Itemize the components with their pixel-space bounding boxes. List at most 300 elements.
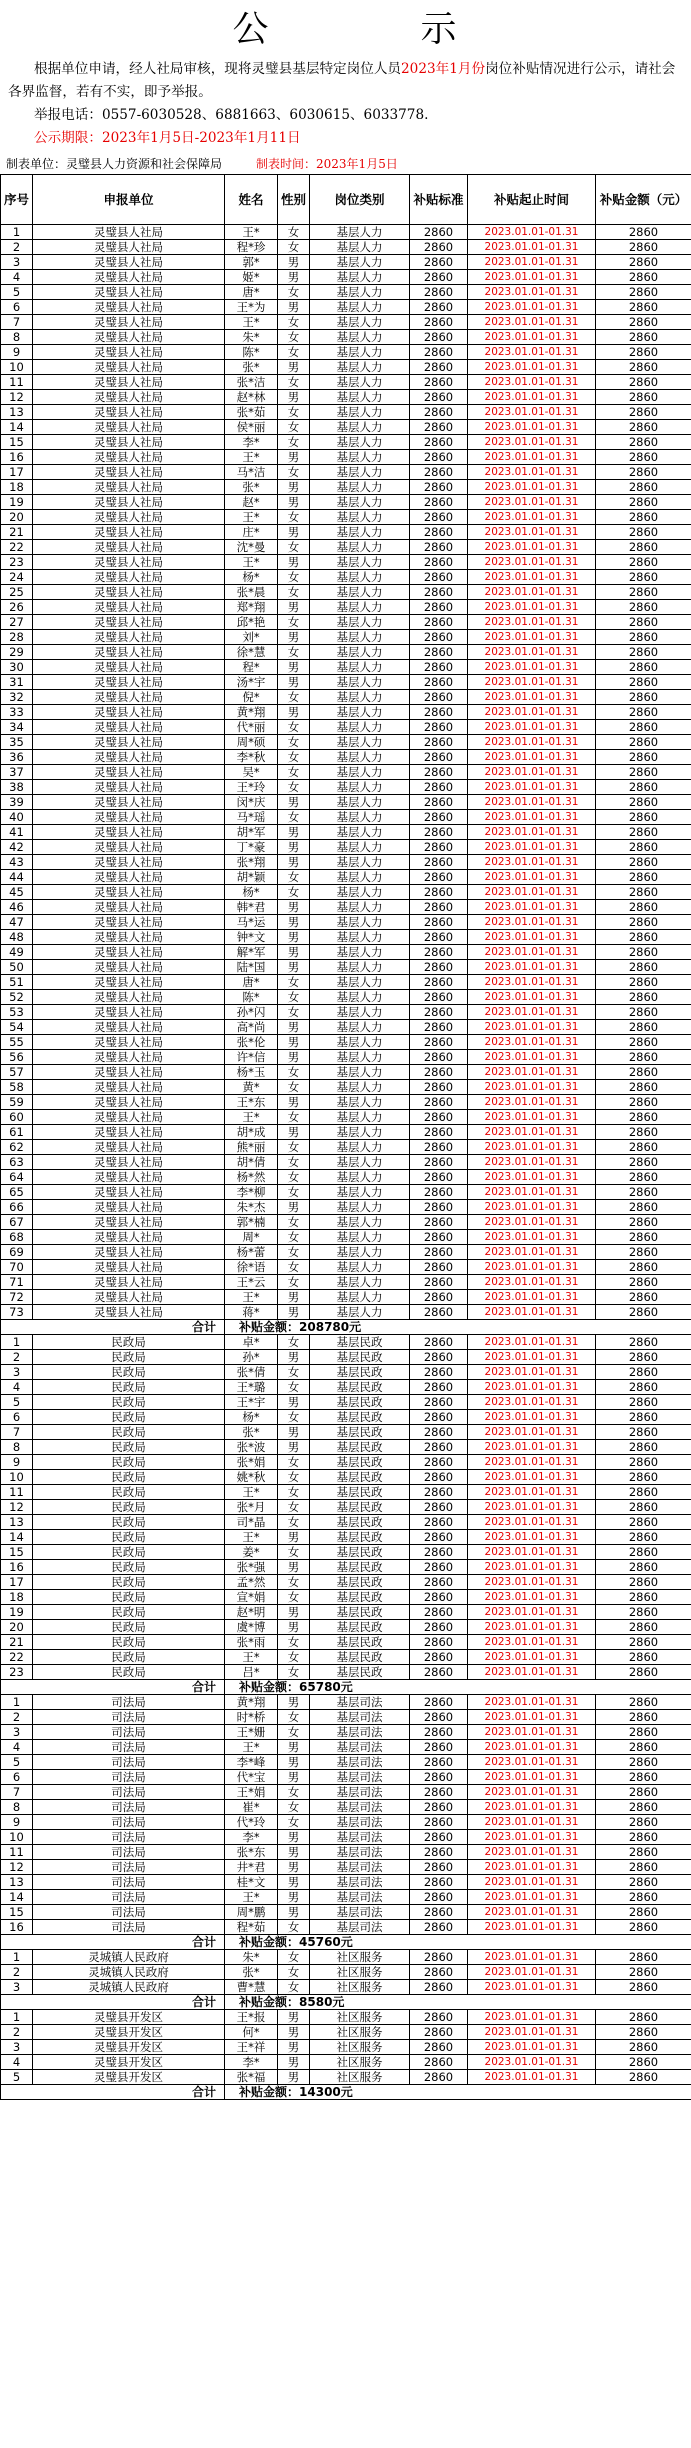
- seq-cell: 6: [1, 1410, 33, 1425]
- notice-period: 公示期限：2023年1月5日-2023年1月11日: [34, 130, 301, 146]
- post-cell: 基层人力: [310, 1035, 410, 1050]
- standard-cell: 2860: [410, 1800, 468, 1815]
- unit-cell: 灵璧县人社局: [33, 990, 225, 1005]
- standard-cell: 2860: [410, 2025, 468, 2040]
- unit-cell: 灵璧县人社局: [33, 255, 225, 270]
- gender-cell: 女: [278, 1275, 310, 1290]
- post-cell: 基层司法: [310, 1860, 410, 1875]
- period-cell: 2023.01.01-01.31: [468, 270, 596, 285]
- amount-cell: 2860: [596, 1740, 691, 1755]
- name-cell: 张*福: [225, 2070, 278, 2085]
- table-row: [1, 1605, 691, 1620]
- notice-text-2: 岗位补贴情况进行公示，请社会各界监督，若有不实，即予举报。: [8, 61, 676, 100]
- gender-cell: 女: [278, 225, 310, 240]
- name-cell: 徐*慧: [225, 645, 278, 660]
- table-row: [1, 1455, 691, 1470]
- gender-cell: 男: [278, 1740, 310, 1755]
- standard-cell: 2860: [410, 1425, 468, 1440]
- name-cell: 王*云: [225, 1275, 278, 1290]
- standard-cell: 2860: [410, 1200, 468, 1215]
- seq-cell: 31: [1, 675, 33, 690]
- standard-cell: 2860: [410, 1020, 468, 1035]
- header-gender: 性别: [278, 175, 310, 225]
- name-cell: 孙*闪: [225, 1005, 278, 1020]
- unit-cell: 灵璧县人社局: [33, 435, 225, 450]
- gender-cell: 女: [278, 1410, 310, 1425]
- unit-cell: 灵璧县人社局: [33, 1185, 225, 1200]
- post-cell: 基层人力: [310, 1245, 410, 1260]
- seq-cell: 1: [1, 2010, 33, 2025]
- unit-cell: 灵城镇人民政府: [33, 1965, 225, 1980]
- amount-cell: 2860: [596, 345, 691, 360]
- table-row: [1, 465, 691, 480]
- standard-cell: 2860: [410, 1140, 468, 1155]
- period-cell: 2023.01.01-01.31: [468, 975, 596, 990]
- table-row: [1, 1500, 691, 1515]
- table-row: [1, 1965, 691, 1980]
- period-cell: 2023.01.01-01.31: [468, 1725, 596, 1740]
- standard-cell: 2860: [410, 660, 468, 675]
- unit-cell: 灵璧县人社局: [33, 810, 225, 825]
- name-cell: 杨*: [225, 570, 278, 585]
- gender-cell: 女: [278, 435, 310, 450]
- name-cell: 蒋*: [225, 1305, 278, 1320]
- unit-cell: 民政局: [33, 1410, 225, 1425]
- name-cell: 桂*文: [225, 1875, 278, 1890]
- post-cell: 基层人力: [310, 555, 410, 570]
- total-prefix: 补贴金额：: [239, 1679, 300, 1694]
- post-cell: 基层人力: [310, 660, 410, 675]
- amount-cell: 2860: [596, 1755, 691, 1770]
- period-cell: 2023.01.01-01.31: [468, 1920, 596, 1935]
- gender-cell: 女: [278, 345, 310, 360]
- seq-cell: 20: [1, 1620, 33, 1635]
- post-cell: 基层人力: [310, 1005, 410, 1020]
- name-cell: 孙*: [225, 1350, 278, 1365]
- name-cell: 闵*庆: [225, 795, 278, 810]
- amount-cell: 2860: [596, 1845, 691, 1860]
- standard-cell: 2860: [410, 255, 468, 270]
- table-row: [1, 1470, 691, 1485]
- amount-cell: 2860: [596, 1605, 691, 1620]
- amount-cell: 2860: [596, 315, 691, 330]
- gender-cell: 女: [278, 1170, 310, 1185]
- table-row: [1, 870, 691, 885]
- table-row: [1, 660, 691, 675]
- gender-cell: 男: [278, 1875, 310, 1890]
- gender-cell: 女: [278, 465, 310, 480]
- table-row: [1, 975, 691, 990]
- period-cell: 2023.01.01-01.31: [468, 1500, 596, 1515]
- table-row: [1, 1545, 691, 1560]
- post-cell: 基层人力: [310, 1155, 410, 1170]
- post-cell: 基层司法: [310, 1770, 410, 1785]
- standard-cell: 2860: [410, 690, 468, 705]
- name-cell: 姚*秋: [225, 1470, 278, 1485]
- standard-cell: 2860: [410, 780, 468, 795]
- table-row: [1, 1305, 691, 1320]
- table-row: [1, 555, 691, 570]
- unit-cell: 灵璧县人社局: [33, 870, 225, 885]
- amount-cell: 2860: [596, 585, 691, 600]
- period-cell: 2023.01.01-01.31: [468, 1455, 596, 1470]
- name-cell: 胡*倩: [225, 1155, 278, 1170]
- standard-cell: 2860: [410, 1275, 468, 1290]
- period-cell: 2023.01.01-01.31: [468, 945, 596, 960]
- period-cell: 2023.01.01-01.31: [468, 525, 596, 540]
- post-cell: 基层司法: [310, 1755, 410, 1770]
- unit-cell: 灵璧县人社局: [33, 705, 225, 720]
- period-cell: 2023.01.01-01.31: [468, 930, 596, 945]
- table-row: [1, 510, 691, 525]
- gender-cell: 女: [278, 1575, 310, 1590]
- name-cell: 朱*: [225, 330, 278, 345]
- table-row: [1, 840, 691, 855]
- total-label: 合计: [1, 1320, 225, 1335]
- standard-cell: 2860: [410, 1710, 468, 1725]
- seq-cell: 1: [1, 1695, 33, 1710]
- period-cell: 2023.01.01-01.31: [468, 1170, 596, 1185]
- amount-cell: 2860: [596, 240, 691, 255]
- post-cell: 基层民政: [310, 1470, 410, 1485]
- table-row: [1, 990, 691, 1005]
- seq-cell: 40: [1, 810, 33, 825]
- period-cell: 2023.01.01-01.31: [468, 585, 596, 600]
- unit-cell: 灵璧县开发区: [33, 2040, 225, 2055]
- post-cell: 基层人力: [310, 1305, 410, 1320]
- amount-cell: 2860: [596, 795, 691, 810]
- unit-cell: 民政局: [33, 1455, 225, 1470]
- unit-cell: 灵璧县人社局: [33, 930, 225, 945]
- period-cell: 2023.01.01-01.31: [468, 1395, 596, 1410]
- gender-cell: 女: [278, 1545, 310, 1560]
- seq-cell: 11: [1, 1485, 33, 1500]
- standard-cell: 2860: [410, 1125, 468, 1140]
- post-cell: 基层人力: [310, 930, 410, 945]
- period-cell: 2023.01.01-01.31: [468, 240, 596, 255]
- unit-cell: 司法局: [33, 1710, 225, 1725]
- period-cell: 2023.01.01-01.31: [468, 1650, 596, 1665]
- unit-cell: 灵璧县人社局: [33, 960, 225, 975]
- period-cell: 2023.01.01-01.31: [468, 885, 596, 900]
- gender-cell: 男: [278, 1050, 310, 1065]
- table-header-row: [1, 175, 691, 225]
- table-row: [1, 1755, 691, 1770]
- gender-cell: 女: [278, 1590, 310, 1605]
- unit-cell: 司法局: [33, 1815, 225, 1830]
- post-cell: 基层民政: [310, 1620, 410, 1635]
- table-row: [1, 405, 691, 420]
- seq-cell: 3: [1, 2040, 33, 2055]
- amount-cell: 2860: [596, 2055, 691, 2070]
- amount-cell: 2860: [596, 1620, 691, 1635]
- seq-cell: 4: [1, 1380, 33, 1395]
- period-cell: 2023.01.01-01.31: [468, 795, 596, 810]
- table-row: [1, 735, 691, 750]
- period-cell: 2023.01.01-01.31: [468, 1005, 596, 1020]
- gender-cell: 女: [278, 810, 310, 825]
- table-row: [1, 360, 691, 375]
- post-cell: 基层民政: [310, 1650, 410, 1665]
- seq-cell: 8: [1, 330, 33, 345]
- name-cell: 虞*博: [225, 1620, 278, 1635]
- amount-cell: 2860: [596, 855, 691, 870]
- amount-cell: 2860: [596, 1560, 691, 1575]
- unit-cell: 司法局: [33, 1770, 225, 1785]
- name-cell: 王*: [225, 315, 278, 330]
- standard-cell: 2860: [410, 1980, 468, 1995]
- amount-cell: 2860: [596, 1635, 691, 1650]
- gender-cell: 女: [278, 1665, 310, 1680]
- gender-cell: 男: [278, 1125, 310, 1140]
- table-row: [1, 345, 691, 360]
- standard-cell: 2860: [410, 1845, 468, 1860]
- name-cell: 王*为: [225, 300, 278, 315]
- amount-cell: 2860: [596, 1110, 691, 1125]
- table-row: [1, 630, 691, 645]
- post-cell: 社区服务: [310, 2040, 410, 2055]
- gender-cell: 女: [278, 540, 310, 555]
- standard-cell: 2860: [410, 990, 468, 1005]
- total-amount: [225, 1995, 691, 2010]
- seq-cell: 17: [1, 465, 33, 480]
- table-row: [1, 1590, 691, 1605]
- seq-cell: 16: [1, 450, 33, 465]
- seq-cell: 10: [1, 360, 33, 375]
- amount-cell: 2860: [596, 330, 691, 345]
- table-row: [1, 525, 691, 540]
- standard-cell: 2860: [410, 1875, 468, 1890]
- total-label: 合计: [1, 1935, 225, 1950]
- post-cell: 基层人力: [310, 780, 410, 795]
- total-value: 45760元: [299, 1934, 353, 1949]
- post-cell: 基层民政: [310, 1485, 410, 1500]
- standard-cell: 2860: [410, 735, 468, 750]
- period-cell: 2023.01.01-01.31: [468, 630, 596, 645]
- amount-cell: 2860: [596, 1410, 691, 1425]
- table-row: [1, 1695, 691, 1710]
- post-cell: 基层人力: [310, 960, 410, 975]
- seq-cell: 16: [1, 1560, 33, 1575]
- post-cell: 基层司法: [310, 1845, 410, 1860]
- name-cell: 侯*丽: [225, 420, 278, 435]
- name-cell: 周*鹏: [225, 1905, 278, 1920]
- unit-cell: 司法局: [33, 1875, 225, 1890]
- post-cell: 社区服务: [310, 1980, 410, 1995]
- period-cell: 2023.01.01-01.31: [468, 1830, 596, 1845]
- make-time: 制表时间：2023年1月5日: [256, 156, 398, 171]
- period-cell: 2023.01.01-01.31: [468, 2055, 596, 2070]
- seq-cell: 65: [1, 1185, 33, 1200]
- gender-cell: 男: [278, 1770, 310, 1785]
- seq-cell: 73: [1, 1305, 33, 1320]
- table-row: [1, 705, 691, 720]
- notice-month: 2023年1月份: [401, 61, 486, 77]
- amount-cell: 2860: [596, 555, 691, 570]
- post-cell: 基层人力: [310, 1275, 410, 1290]
- gender-cell: 女: [278, 780, 310, 795]
- period-cell: 2023.01.01-01.31: [468, 1890, 596, 1905]
- gender-cell: 女: [278, 1140, 310, 1155]
- seq-cell: 70: [1, 1260, 33, 1275]
- amount-cell: 2860: [596, 945, 691, 960]
- standard-cell: 2860: [410, 285, 468, 300]
- seq-cell: 34: [1, 720, 33, 735]
- unit-cell: 民政局: [33, 1545, 225, 1560]
- gender-cell: 男: [278, 630, 310, 645]
- standard-cell: 2860: [410, 1740, 468, 1755]
- gender-cell: 男: [278, 1290, 310, 1305]
- period-cell: 2023.01.01-01.31: [468, 1530, 596, 1545]
- gender-cell: 女: [278, 1365, 310, 1380]
- period-cell: 2023.01.01-01.31: [468, 2025, 596, 2040]
- seq-cell: 36: [1, 750, 33, 765]
- name-cell: 曹*慧: [225, 1980, 278, 1995]
- standard-cell: 2860: [410, 1380, 468, 1395]
- unit-cell: 灵璧县人社局: [33, 735, 225, 750]
- seq-cell: 14: [1, 1530, 33, 1545]
- gender-cell: 女: [278, 975, 310, 990]
- standard-cell: 2860: [410, 885, 468, 900]
- period-cell: 2023.01.01-01.31: [468, 780, 596, 795]
- name-cell: 张*倩: [225, 1365, 278, 1380]
- table-row: [1, 240, 691, 255]
- amount-cell: 2860: [596, 1425, 691, 1440]
- gender-cell: 女: [278, 1260, 310, 1275]
- unit-cell: 灵璧县人社局: [33, 1005, 225, 1020]
- standard-cell: 2860: [410, 2055, 468, 2070]
- period-cell: 2023.01.01-01.31: [468, 1185, 596, 1200]
- gender-cell: 男: [278, 1830, 310, 1845]
- seq-cell: 1: [1, 1950, 33, 1965]
- seq-cell: 20: [1, 510, 33, 525]
- name-cell: 张*: [225, 1425, 278, 1440]
- name-cell: 王*: [225, 450, 278, 465]
- seq-cell: 3: [1, 1725, 33, 1740]
- notice-body: [0, 52, 691, 152]
- seq-cell: 61: [1, 1125, 33, 1140]
- name-cell: 何*: [225, 2025, 278, 2040]
- seq-cell: 3: [1, 1365, 33, 1380]
- post-cell: 基层人力: [310, 585, 410, 600]
- amount-cell: 2860: [596, 1530, 691, 1545]
- name-cell: 程*: [225, 660, 278, 675]
- unit-cell: 民政局: [33, 1620, 225, 1635]
- table-row: [1, 1155, 691, 1170]
- unit-cell: 灵璧县人社局: [33, 1065, 225, 1080]
- gender-cell: 男: [278, 1530, 310, 1545]
- standard-cell: 2860: [410, 1530, 468, 1545]
- table-row: [1, 1740, 691, 1755]
- seq-cell: 3: [1, 255, 33, 270]
- amount-cell: 2860: [596, 1155, 691, 1170]
- amount-cell: 2860: [596, 1665, 691, 1680]
- post-cell: 基层人力: [310, 315, 410, 330]
- standard-cell: 2860: [410, 1590, 468, 1605]
- gender-cell: 男: [278, 840, 310, 855]
- gender-cell: 男: [278, 660, 310, 675]
- seq-cell: 44: [1, 870, 33, 885]
- post-cell: 基层人力: [310, 540, 410, 555]
- period-cell: 2023.01.01-01.31: [468, 1095, 596, 1110]
- header-post: 岗位类别: [310, 175, 410, 225]
- period-cell: 2023.01.01-01.31: [468, 1605, 596, 1620]
- table-row: [1, 810, 691, 825]
- seq-cell: 15: [1, 1545, 33, 1560]
- amount-cell: 2860: [596, 2025, 691, 2040]
- standard-cell: 2860: [410, 1605, 468, 1620]
- table-row: [1, 450, 691, 465]
- amount-cell: 2860: [596, 1440, 691, 1455]
- unit-cell: 灵璧县人社局: [33, 720, 225, 735]
- name-cell: 解*军: [225, 945, 278, 960]
- post-cell: 基层人力: [310, 975, 410, 990]
- unit-cell: 民政局: [33, 1440, 225, 1455]
- name-cell: 杨*玉: [225, 1065, 278, 1080]
- unit-cell: 司法局: [33, 1830, 225, 1845]
- table-row: [1, 720, 691, 735]
- gender-cell: 女: [278, 375, 310, 390]
- total-row: [1, 1680, 691, 1695]
- standard-cell: 2860: [410, 1920, 468, 1935]
- unit-cell: 灵璧县人社局: [33, 675, 225, 690]
- amount-cell: 2860: [596, 2070, 691, 2085]
- table-row: [1, 690, 691, 705]
- post-cell: 基层民政: [310, 1395, 410, 1410]
- gender-cell: 男: [278, 1905, 310, 1920]
- seq-cell: 54: [1, 1020, 33, 1035]
- unit-cell: 司法局: [33, 1740, 225, 1755]
- post-cell: 基层人力: [310, 450, 410, 465]
- amount-cell: 2860: [596, 1965, 691, 1980]
- seq-cell: 14: [1, 420, 33, 435]
- name-cell: 李*: [225, 2055, 278, 2070]
- amount-cell: 2860: [596, 870, 691, 885]
- amount-cell: 2860: [596, 390, 691, 405]
- name-cell: 王*宇: [225, 1395, 278, 1410]
- standard-cell: 2860: [410, 1065, 468, 1080]
- notice-hotline: 举报电话：0557-6030528、6881663、6030615、6033778.: [34, 107, 429, 123]
- seq-cell: 5: [1, 285, 33, 300]
- period-cell: 2023.01.01-01.31: [468, 1425, 596, 1440]
- gender-cell: 女: [278, 1215, 310, 1230]
- gender-cell: 男: [278, 1860, 310, 1875]
- seq-cell: 67: [1, 1215, 33, 1230]
- seq-cell: 7: [1, 1425, 33, 1440]
- name-cell: 宣*娟: [225, 1590, 278, 1605]
- seq-cell: 19: [1, 495, 33, 510]
- gender-cell: 男: [278, 360, 310, 375]
- amount-cell: 2860: [596, 1575, 691, 1590]
- header-name: 姓名: [225, 175, 278, 225]
- table-row: [1, 1980, 691, 1995]
- total-prefix: 补贴金额：: [239, 1319, 300, 1334]
- name-cell: 刘*: [225, 630, 278, 645]
- name-cell: 王*: [225, 1290, 278, 1305]
- total-amount: [225, 1680, 691, 1695]
- amount-cell: 2860: [596, 1035, 691, 1050]
- unit-cell: 灵璧县人社局: [33, 1050, 225, 1065]
- name-cell: 李*柳: [225, 1185, 278, 1200]
- unit-cell: 灵璧县人社局: [33, 240, 225, 255]
- period-cell: 2023.01.01-01.31: [468, 960, 596, 975]
- table-row: [1, 945, 691, 960]
- name-cell: 汤*宇: [225, 675, 278, 690]
- seq-cell: 35: [1, 735, 33, 750]
- amount-cell: 2860: [596, 2040, 691, 2055]
- table-row: [1, 420, 691, 435]
- table-row: [1, 585, 691, 600]
